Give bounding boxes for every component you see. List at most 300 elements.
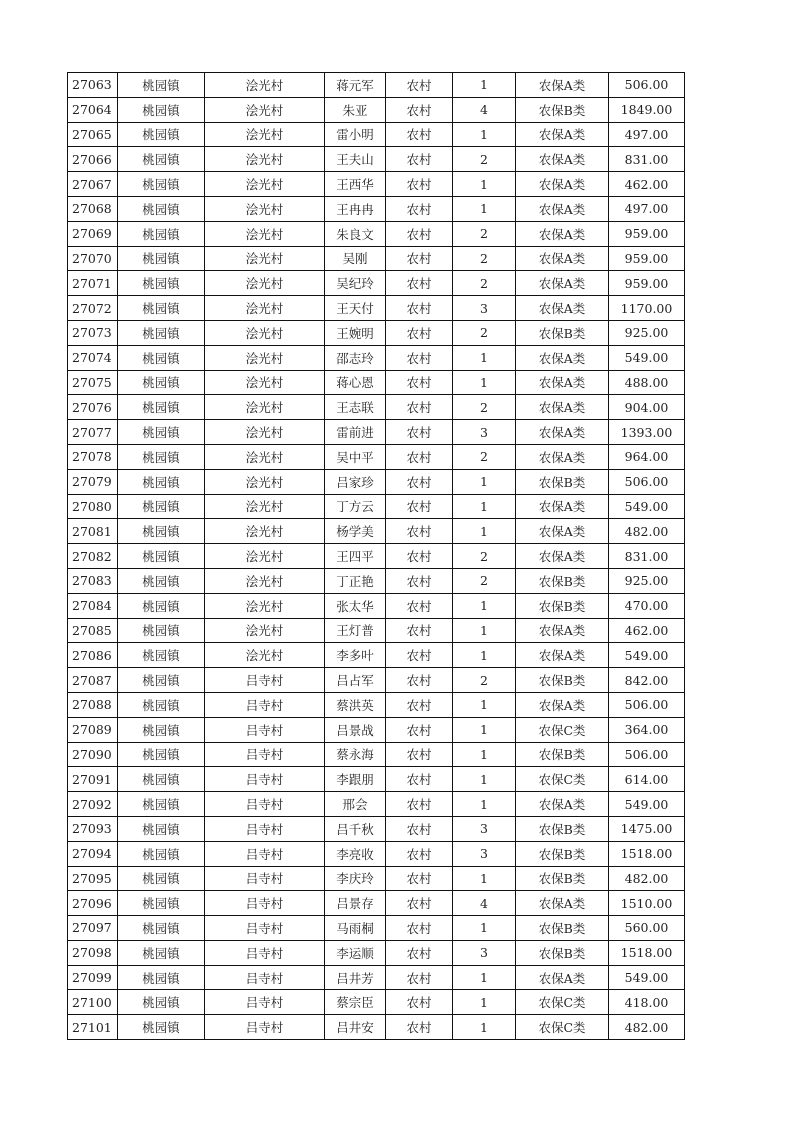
town-cell: 桃园镇 <box>118 519 205 544</box>
amount-cell: 959.00 <box>609 271 685 296</box>
village-cell: 浍光村 <box>205 221 325 246</box>
record-id-cell: 27078 <box>68 444 118 469</box>
table-row <box>68 544 685 569</box>
beneficiary-table <box>67 72 685 1040</box>
table-row <box>68 345 685 370</box>
town-cell: 桃园镇 <box>118 916 205 941</box>
insurance-category-cell: 农保B类 <box>516 593 609 618</box>
village-cell: 浍光村 <box>205 420 325 445</box>
household-type-cell: 农村 <box>386 742 453 767</box>
amount-cell: 959.00 <box>609 221 685 246</box>
village-cell: 浍光村 <box>205 519 325 544</box>
table-row <box>68 618 685 643</box>
town-cell: 桃园镇 <box>118 122 205 147</box>
member-count-cell: 4 <box>453 891 516 916</box>
person-name-cell: 蒋心恩 <box>325 370 386 395</box>
member-count-cell: 3 <box>453 420 516 445</box>
household-type-cell: 农村 <box>386 866 453 891</box>
village-cell: 浍光村 <box>205 196 325 221</box>
household-type-cell: 农村 <box>386 172 453 197</box>
village-cell: 吕寺村 <box>205 792 325 817</box>
village-cell: 吕寺村 <box>205 668 325 693</box>
village-cell: 浍光村 <box>205 395 325 420</box>
record-id-cell: 27101 <box>68 1015 118 1040</box>
household-type-cell: 农村 <box>386 73 453 98</box>
village-cell: 吕寺村 <box>205 841 325 866</box>
amount-cell: 549.00 <box>609 494 685 519</box>
town-cell: 桃园镇 <box>118 593 205 618</box>
town-cell: 桃园镇 <box>118 568 205 593</box>
amount-cell: 549.00 <box>609 792 685 817</box>
amount-cell: 560.00 <box>609 916 685 941</box>
person-name-cell: 蔡永海 <box>325 742 386 767</box>
record-id-cell: 27086 <box>68 643 118 668</box>
record-id-cell: 27084 <box>68 593 118 618</box>
household-type-cell: 农村 <box>386 320 453 345</box>
amount-cell: 506.00 <box>609 742 685 767</box>
person-name-cell: 杨学美 <box>325 519 386 544</box>
member-count-cell: 1 <box>453 866 516 891</box>
insurance-category-cell: 农保A类 <box>516 271 609 296</box>
town-cell: 桃园镇 <box>118 271 205 296</box>
village-cell: 吕寺村 <box>205 767 325 792</box>
member-count-cell: 1 <box>453 593 516 618</box>
town-cell: 桃园镇 <box>118 940 205 965</box>
person-name-cell: 王夫山 <box>325 147 386 172</box>
member-count-cell: 1 <box>453 990 516 1015</box>
person-name-cell: 朱良文 <box>325 221 386 246</box>
table-row <box>68 221 685 246</box>
amount-cell: 506.00 <box>609 692 685 717</box>
person-name-cell: 王灯普 <box>325 618 386 643</box>
town-cell: 桃园镇 <box>118 717 205 742</box>
person-name-cell: 朱亚 <box>325 97 386 122</box>
member-count-cell: 3 <box>453 940 516 965</box>
amount-cell: 1518.00 <box>609 940 685 965</box>
household-type-cell: 农村 <box>386 1015 453 1040</box>
member-count-cell: 1 <box>453 717 516 742</box>
village-cell: 吕寺村 <box>205 965 325 990</box>
household-type-cell: 农村 <box>386 916 453 941</box>
record-id-cell: 27063 <box>68 73 118 98</box>
member-count-cell: 1 <box>453 122 516 147</box>
person-name-cell: 张太华 <box>325 593 386 618</box>
town-cell: 桃园镇 <box>118 643 205 668</box>
person-name-cell: 邢会 <box>325 792 386 817</box>
member-count-cell: 2 <box>453 544 516 569</box>
insurance-category-cell: 农保A类 <box>516 444 609 469</box>
town-cell: 桃园镇 <box>118 1015 205 1040</box>
amount-cell: 1475.00 <box>609 816 685 841</box>
amount-cell: 964.00 <box>609 444 685 469</box>
person-name-cell: 吕井芳 <box>325 965 386 990</box>
record-id-cell: 27090 <box>68 742 118 767</box>
record-id-cell: 27070 <box>68 246 118 271</box>
member-count-cell: 1 <box>453 172 516 197</box>
amount-cell: 506.00 <box>609 469 685 494</box>
person-name-cell: 丁方云 <box>325 494 386 519</box>
insurance-category-cell: 农保A类 <box>516 494 609 519</box>
member-count-cell: 1 <box>453 494 516 519</box>
record-id-cell: 27080 <box>68 494 118 519</box>
household-type-cell: 农村 <box>386 296 453 321</box>
person-name-cell: 王西华 <box>325 172 386 197</box>
village-cell: 浍光村 <box>205 296 325 321</box>
insurance-category-cell: 农保B类 <box>516 916 609 941</box>
member-count-cell: 1 <box>453 73 516 98</box>
insurance-category-cell: 农保A类 <box>516 891 609 916</box>
insurance-category-cell: 农保C类 <box>516 717 609 742</box>
household-type-cell: 农村 <box>386 940 453 965</box>
household-type-cell: 农村 <box>386 990 453 1015</box>
amount-cell: 497.00 <box>609 122 685 147</box>
person-name-cell: 马雨桐 <box>325 916 386 941</box>
insurance-category-cell: 农保B类 <box>516 866 609 891</box>
member-count-cell: 1 <box>453 916 516 941</box>
town-cell: 桃园镇 <box>118 246 205 271</box>
table-row <box>68 370 685 395</box>
village-cell: 浍光村 <box>205 469 325 494</box>
person-name-cell: 李运顺 <box>325 940 386 965</box>
household-type-cell: 农村 <box>386 816 453 841</box>
village-cell: 吕寺村 <box>205 692 325 717</box>
member-count-cell: 2 <box>453 271 516 296</box>
table-row <box>68 668 685 693</box>
insurance-category-cell: 农保A类 <box>516 692 609 717</box>
table-row <box>68 990 685 1015</box>
household-type-cell: 农村 <box>386 792 453 817</box>
amount-cell: 482.00 <box>609 1015 685 1040</box>
household-type-cell: 农村 <box>386 221 453 246</box>
village-cell: 吕寺村 <box>205 717 325 742</box>
insurance-category-cell: 农保A类 <box>516 73 609 98</box>
household-type-cell: 农村 <box>386 420 453 445</box>
insurance-category-cell: 农保A类 <box>516 965 609 990</box>
amount-cell: 925.00 <box>609 568 685 593</box>
member-count-cell: 1 <box>453 742 516 767</box>
table-row <box>68 940 685 965</box>
town-cell: 桃园镇 <box>118 320 205 345</box>
amount-cell: 549.00 <box>609 345 685 370</box>
insurance-category-cell: 农保A类 <box>516 246 609 271</box>
table-row <box>68 519 685 544</box>
person-name-cell: 雷前进 <box>325 420 386 445</box>
person-name-cell: 王婉明 <box>325 320 386 345</box>
insurance-category-cell: 农保B类 <box>516 742 609 767</box>
household-type-cell: 农村 <box>386 618 453 643</box>
village-cell: 浍光村 <box>205 544 325 569</box>
village-cell: 浍光村 <box>205 568 325 593</box>
member-count-cell: 2 <box>453 568 516 593</box>
household-type-cell: 农村 <box>386 196 453 221</box>
table-row <box>68 444 685 469</box>
person-name-cell: 吕占军 <box>325 668 386 693</box>
town-cell: 桃园镇 <box>118 866 205 891</box>
village-cell: 浍光村 <box>205 444 325 469</box>
table-row <box>68 742 685 767</box>
insurance-category-cell: 农保A类 <box>516 196 609 221</box>
insurance-category-cell: 农保C类 <box>516 1015 609 1040</box>
insurance-category-cell: 农保B类 <box>516 816 609 841</box>
village-cell: 吕寺村 <box>205 940 325 965</box>
amount-cell: 925.00 <box>609 320 685 345</box>
town-cell: 桃园镇 <box>118 444 205 469</box>
household-type-cell: 农村 <box>386 444 453 469</box>
village-cell: 浍光村 <box>205 73 325 98</box>
town-cell: 桃园镇 <box>118 147 205 172</box>
record-id-cell: 27091 <box>68 767 118 792</box>
member-count-cell: 2 <box>453 246 516 271</box>
table-row <box>68 792 685 817</box>
table-row <box>68 494 685 519</box>
village-cell: 浍光村 <box>205 345 325 370</box>
person-name-cell: 吴中平 <box>325 444 386 469</box>
amount-cell: 614.00 <box>609 767 685 792</box>
table-row <box>68 147 685 172</box>
town-cell: 桃园镇 <box>118 618 205 643</box>
amount-cell: 482.00 <box>609 866 685 891</box>
table-row <box>68 320 685 345</box>
record-id-cell: 27079 <box>68 469 118 494</box>
household-type-cell: 农村 <box>386 891 453 916</box>
village-cell: 浍光村 <box>205 370 325 395</box>
town-cell: 桃园镇 <box>118 891 205 916</box>
household-type-cell: 农村 <box>386 767 453 792</box>
table-row <box>68 97 685 122</box>
member-count-cell: 3 <box>453 816 516 841</box>
table-row <box>68 1015 685 1040</box>
insurance-category-cell: 农保A类 <box>516 172 609 197</box>
record-id-cell: 27071 <box>68 271 118 296</box>
town-cell: 桃园镇 <box>118 97 205 122</box>
insurance-category-cell: 农保B类 <box>516 97 609 122</box>
person-name-cell: 雷小明 <box>325 122 386 147</box>
person-name-cell: 吕千秋 <box>325 816 386 841</box>
town-cell: 桃园镇 <box>118 767 205 792</box>
record-id-cell: 27083 <box>68 568 118 593</box>
amount-cell: 1393.00 <box>609 420 685 445</box>
table-row <box>68 568 685 593</box>
amount-cell: 462.00 <box>609 618 685 643</box>
household-type-cell: 农村 <box>386 519 453 544</box>
village-cell: 浍光村 <box>205 271 325 296</box>
insurance-category-cell: 农保A类 <box>516 792 609 817</box>
person-name-cell: 蒋元军 <box>325 73 386 98</box>
member-count-cell: 1 <box>453 692 516 717</box>
town-cell: 桃园镇 <box>118 965 205 990</box>
member-count-cell: 2 <box>453 147 516 172</box>
person-name-cell: 王四平 <box>325 544 386 569</box>
table-row <box>68 965 685 990</box>
member-count-cell: 1 <box>453 345 516 370</box>
record-id-cell: 27064 <box>68 97 118 122</box>
table-row <box>68 420 685 445</box>
town-cell: 桃园镇 <box>118 395 205 420</box>
table-row <box>68 246 685 271</box>
village-cell: 浍光村 <box>205 122 325 147</box>
insurance-category-cell: 农保A类 <box>516 395 609 420</box>
village-cell: 吕寺村 <box>205 816 325 841</box>
amount-cell: 1510.00 <box>609 891 685 916</box>
town-cell: 桃园镇 <box>118 172 205 197</box>
household-type-cell: 农村 <box>386 593 453 618</box>
member-count-cell: 1 <box>453 469 516 494</box>
town-cell: 桃园镇 <box>118 494 205 519</box>
household-type-cell: 农村 <box>386 717 453 742</box>
record-id-cell: 27077 <box>68 420 118 445</box>
village-cell: 吕寺村 <box>205 916 325 941</box>
member-count-cell: 1 <box>453 519 516 544</box>
insurance-category-cell: 农保A类 <box>516 544 609 569</box>
insurance-category-cell: 农保A类 <box>516 370 609 395</box>
village-cell: 浍光村 <box>205 320 325 345</box>
record-id-cell: 27089 <box>68 717 118 742</box>
insurance-category-cell: 农保C类 <box>516 767 609 792</box>
household-type-cell: 农村 <box>386 370 453 395</box>
insurance-category-cell: 农保A类 <box>516 643 609 668</box>
person-name-cell: 蔡宗臣 <box>325 990 386 1015</box>
town-cell: 桃园镇 <box>118 692 205 717</box>
person-name-cell: 李跟朋 <box>325 767 386 792</box>
town-cell: 桃园镇 <box>118 345 205 370</box>
village-cell: 浍光村 <box>205 618 325 643</box>
village-cell: 吕寺村 <box>205 891 325 916</box>
village-cell: 浍光村 <box>205 172 325 197</box>
town-cell: 桃园镇 <box>118 469 205 494</box>
person-name-cell: 李庆玲 <box>325 866 386 891</box>
record-id-cell: 27081 <box>68 519 118 544</box>
household-type-cell: 农村 <box>386 841 453 866</box>
town-cell: 桃园镇 <box>118 990 205 1015</box>
member-count-cell: 1 <box>453 643 516 668</box>
table-row <box>68 196 685 221</box>
household-type-cell: 农村 <box>386 246 453 271</box>
household-type-cell: 农村 <box>386 692 453 717</box>
record-id-cell: 27094 <box>68 841 118 866</box>
table-row <box>68 717 685 742</box>
amount-cell: 831.00 <box>609 147 685 172</box>
record-id-cell: 27095 <box>68 866 118 891</box>
household-type-cell: 农村 <box>386 147 453 172</box>
table-row <box>68 692 685 717</box>
amount-cell: 482.00 <box>609 519 685 544</box>
person-name-cell: 吕井安 <box>325 1015 386 1040</box>
household-type-cell: 农村 <box>386 568 453 593</box>
village-cell: 浍光村 <box>205 593 325 618</box>
record-id-cell: 27098 <box>68 940 118 965</box>
village-cell: 浍光村 <box>205 246 325 271</box>
amount-cell: 842.00 <box>609 668 685 693</box>
household-type-cell: 农村 <box>386 544 453 569</box>
household-type-cell: 农村 <box>386 122 453 147</box>
amount-cell: 904.00 <box>609 395 685 420</box>
member-count-cell: 1 <box>453 792 516 817</box>
member-count-cell: 1 <box>453 196 516 221</box>
insurance-category-cell: 农保A类 <box>516 147 609 172</box>
member-count-cell: 1 <box>453 1015 516 1040</box>
person-name-cell: 吴纪玲 <box>325 271 386 296</box>
insurance-category-cell: 农保A类 <box>516 618 609 643</box>
person-name-cell: 吕景存 <box>325 891 386 916</box>
amount-cell: 549.00 <box>609 965 685 990</box>
record-id-cell: 27097 <box>68 916 118 941</box>
record-id-cell: 27085 <box>68 618 118 643</box>
record-id-cell: 27069 <box>68 221 118 246</box>
table-row <box>68 172 685 197</box>
table-row <box>68 296 685 321</box>
person-name-cell: 吕景战 <box>325 717 386 742</box>
town-cell: 桃园镇 <box>118 296 205 321</box>
table-body <box>68 73 685 1040</box>
amount-cell: 497.00 <box>609 196 685 221</box>
insurance-category-cell: 农保B类 <box>516 469 609 494</box>
amount-cell: 1849.00 <box>609 97 685 122</box>
table-row <box>68 816 685 841</box>
person-name-cell: 丁正艳 <box>325 568 386 593</box>
village-cell: 浍光村 <box>205 494 325 519</box>
member-count-cell: 2 <box>453 320 516 345</box>
person-name-cell: 王志联 <box>325 395 386 420</box>
person-name-cell: 吕家珍 <box>325 469 386 494</box>
table-row <box>68 122 685 147</box>
record-id-cell: 27087 <box>68 668 118 693</box>
member-count-cell: 4 <box>453 97 516 122</box>
household-type-cell: 农村 <box>386 271 453 296</box>
amount-cell: 418.00 <box>609 990 685 1015</box>
town-cell: 桃园镇 <box>118 841 205 866</box>
member-count-cell: 2 <box>453 444 516 469</box>
person-name-cell: 吴刚 <box>325 246 386 271</box>
amount-cell: 549.00 <box>609 643 685 668</box>
amount-cell: 470.00 <box>609 593 685 618</box>
household-type-cell: 农村 <box>386 965 453 990</box>
town-cell: 桃园镇 <box>118 221 205 246</box>
member-count-cell: 2 <box>453 395 516 420</box>
record-id-cell: 27065 <box>68 122 118 147</box>
member-count-cell: 3 <box>453 296 516 321</box>
insurance-category-cell: 农保A类 <box>516 519 609 544</box>
record-id-cell: 27093 <box>68 816 118 841</box>
person-name-cell: 王天付 <box>325 296 386 321</box>
member-count-cell: 1 <box>453 618 516 643</box>
record-id-cell: 27099 <box>68 965 118 990</box>
insurance-category-cell: 农保A类 <box>516 221 609 246</box>
village-cell: 吕寺村 <box>205 990 325 1015</box>
town-cell: 桃园镇 <box>118 73 205 98</box>
person-name-cell: 李多叶 <box>325 643 386 668</box>
household-type-cell: 农村 <box>386 469 453 494</box>
insurance-category-cell: 农保A类 <box>516 420 609 445</box>
record-id-cell: 27067 <box>68 172 118 197</box>
town-cell: 桃园镇 <box>118 420 205 445</box>
table-row <box>68 916 685 941</box>
record-id-cell: 27068 <box>68 196 118 221</box>
record-id-cell: 27100 <box>68 990 118 1015</box>
record-id-cell: 27092 <box>68 792 118 817</box>
amount-cell: 831.00 <box>609 544 685 569</box>
village-cell: 浍光村 <box>205 643 325 668</box>
amount-cell: 488.00 <box>609 370 685 395</box>
record-id-cell: 27075 <box>68 370 118 395</box>
village-cell: 吕寺村 <box>205 1015 325 1040</box>
record-id-cell: 27072 <box>68 296 118 321</box>
insurance-category-cell: 农保B类 <box>516 940 609 965</box>
record-id-cell: 27096 <box>68 891 118 916</box>
town-cell: 桃园镇 <box>118 544 205 569</box>
village-cell: 吕寺村 <box>205 742 325 767</box>
record-id-cell: 27066 <box>68 147 118 172</box>
household-type-cell: 农村 <box>386 494 453 519</box>
